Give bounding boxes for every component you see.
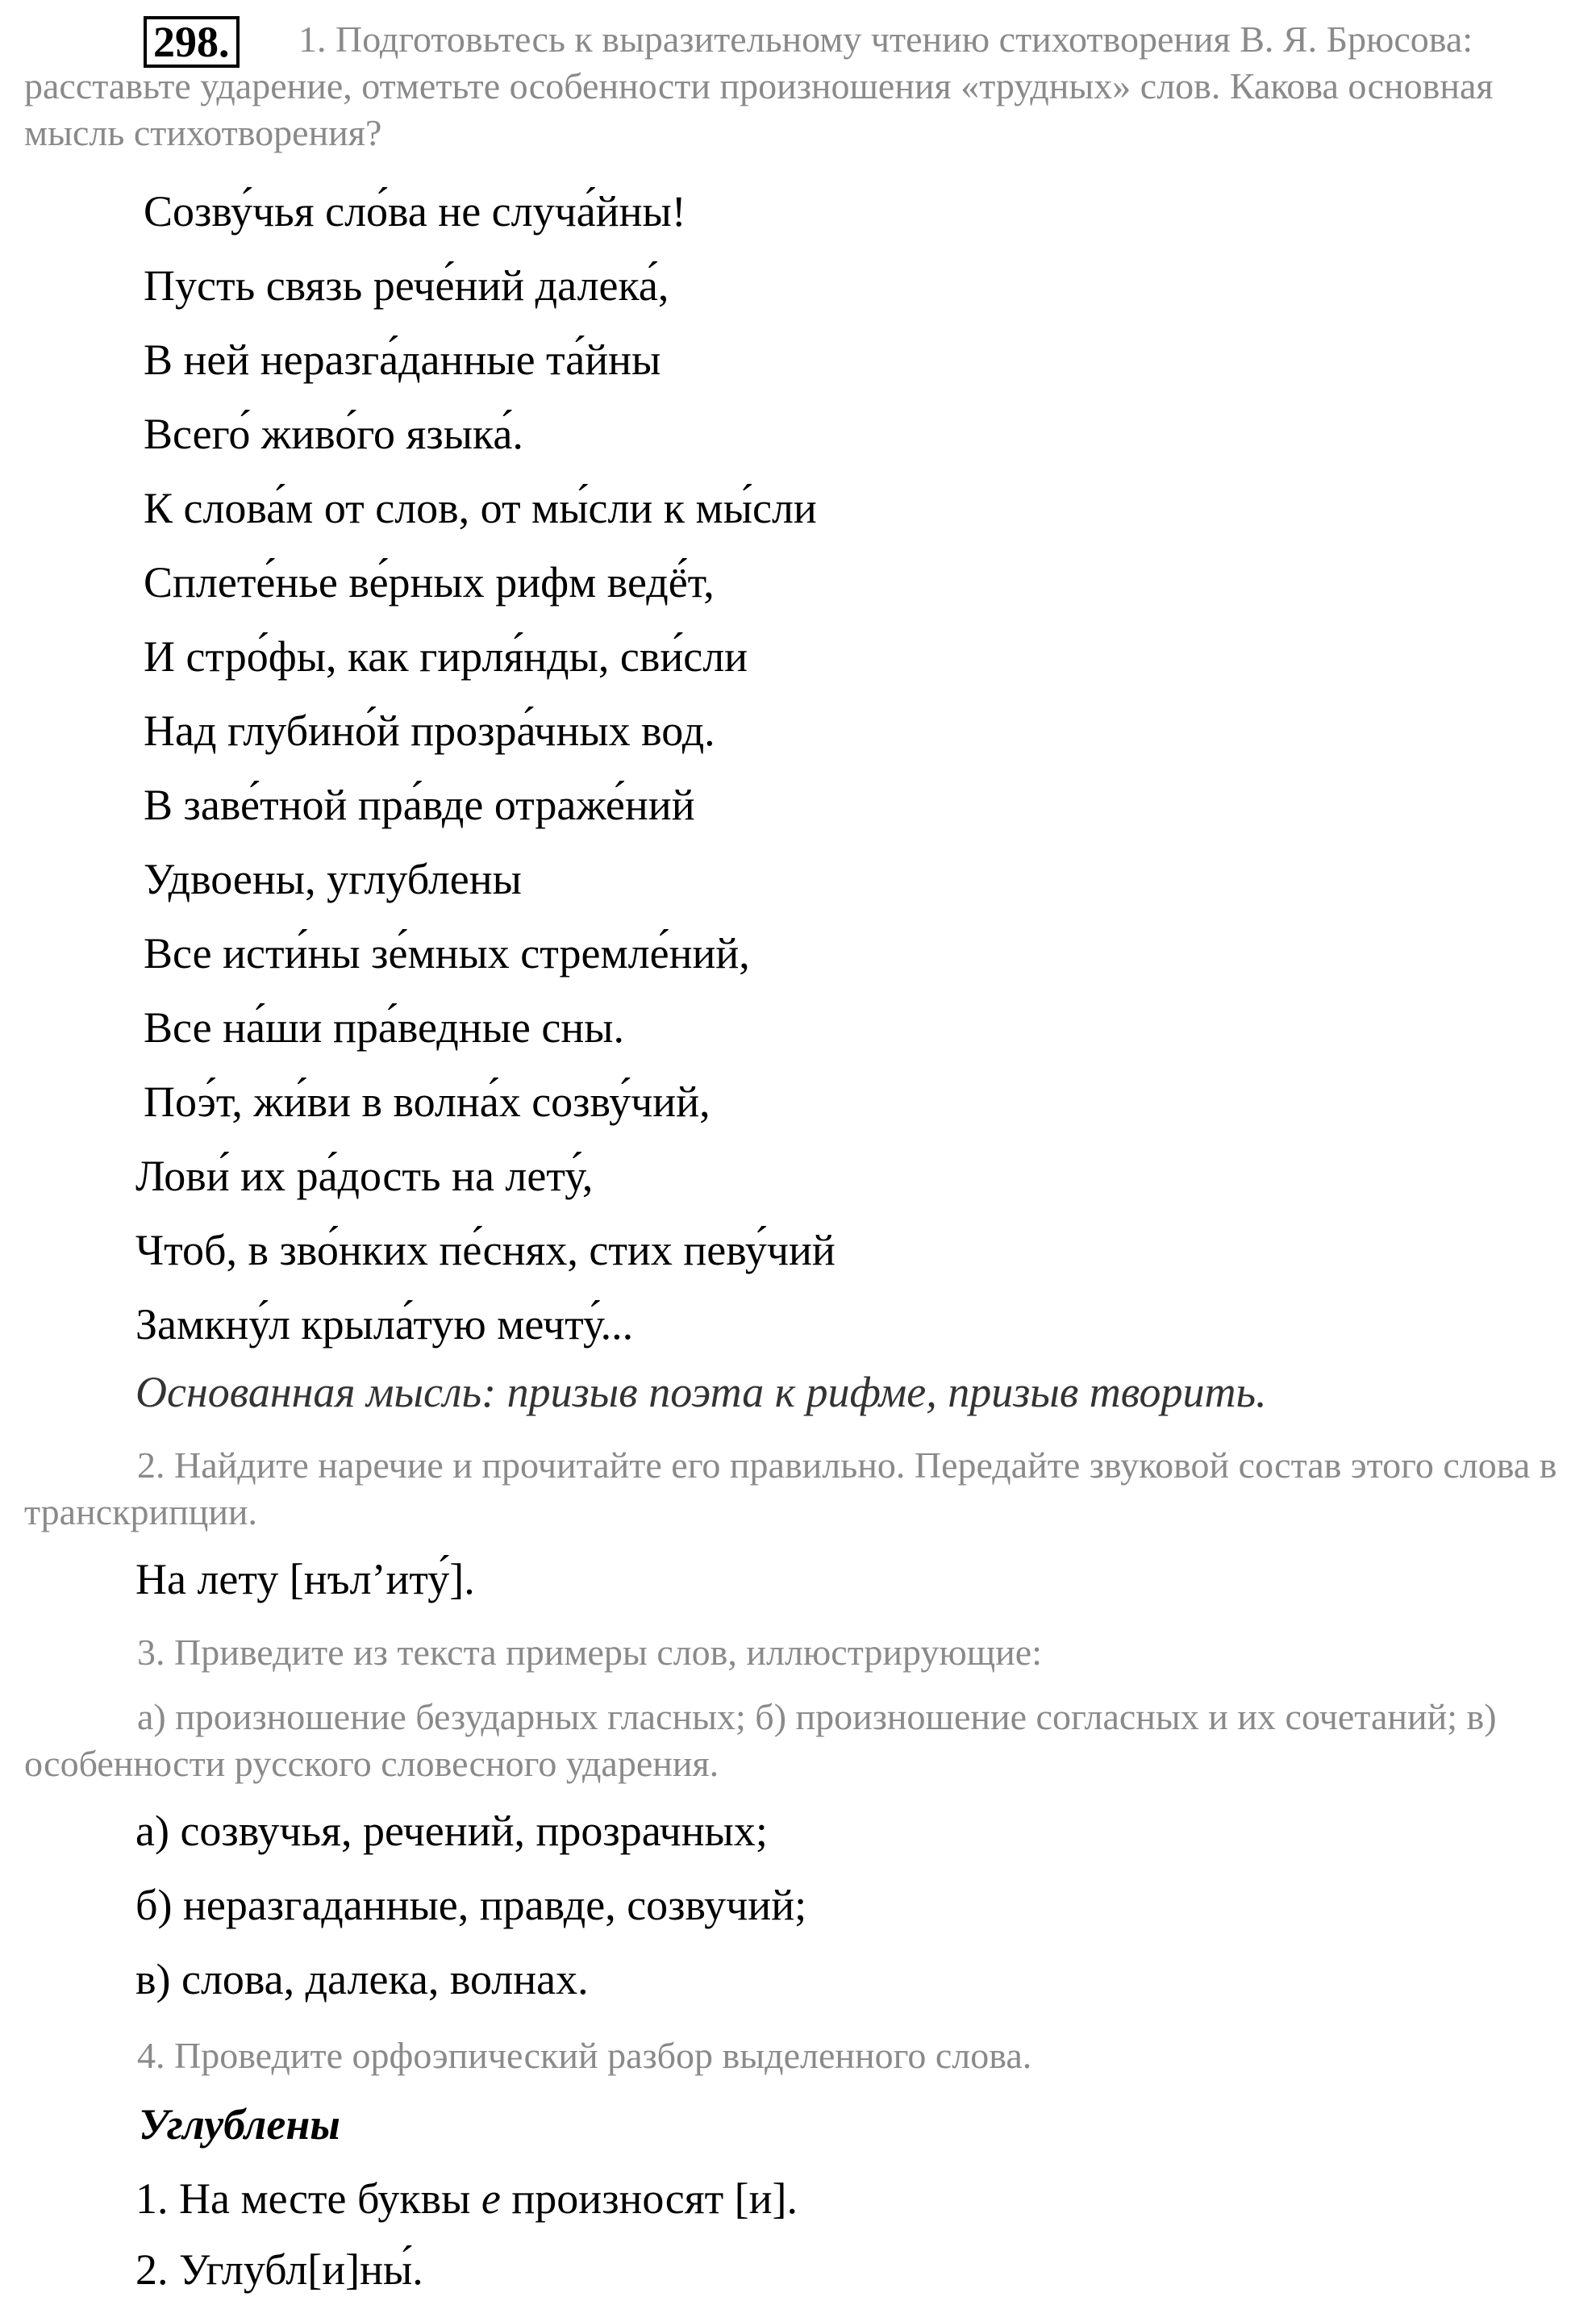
- poem-line: Всего́ живо́го языка́.: [144, 410, 523, 458]
- analysed-word: Углублены: [139, 2100, 340, 2149]
- analysis-item-2: 2. Углубл[и]ны́.: [135, 2245, 423, 2294]
- task-2: 2. Найдите наречие и прочитайте его правильно. Передайте звуковой состав этого слова в транскрипции.: [24, 1444, 1557, 1532]
- analysis-item-1-pre: 1. На месте буквы: [135, 2174, 481, 2223]
- answer-3c: в) слова, далека, волнах.: [135, 1955, 589, 2003]
- task-3-sub: а) произношение безударных гласных; б) произношение согласных и их сочетаний; в) особенности русского словесного ударения.: [24, 1696, 1497, 1784]
- task-1-text: 1. Подготовьтесь к выразительному чтению стихотворения В. Я. Брюсова: расставьте ударение, отметьте особенности произношения «трудных» слов. Какова основная мысль стихотворения?: [24, 19, 1494, 153]
- main-idea: Основанная мысль: призыв поэта к рифме, призыв творить.: [135, 1368, 1267, 1416]
- poem-line: В ней неразга́данные та́йны: [144, 336, 661, 384]
- poem-line: В заве́тной пра́вде отраже́ний: [144, 781, 695, 829]
- poem-line: Поэ́т, жи́ви в волна́х созву́чий,: [144, 1078, 710, 1126]
- poem-line: Созву́чья сло́ва не случа́йны!: [144, 187, 686, 236]
- poem-line: Сплете́нье ве́рных рифм ведё́т,: [144, 558, 715, 607]
- answer-3b: б) неразгаданные, правде, созвучий;: [135, 1881, 807, 1929]
- answer-3a: а) созвучья, речений, прозрачных;: [135, 1807, 768, 1855]
- task-3: 3. Приведите из текста примеры слов, иллюстрирующие:: [137, 1632, 1042, 1673]
- analysis-item-1-letter: е: [481, 2174, 501, 2223]
- poem-line: Замкну́л крыла́тую мечту́...: [135, 1300, 634, 1349]
- poem-line: Чтоб, в зво́нких пе́снях, стих певу́чий: [135, 1226, 836, 1274]
- analysis-item-1-post: произносят [и].: [500, 2174, 798, 2223]
- poem-line: Все на́ши пра́ведные сны.: [144, 1003, 625, 1052]
- exercise-number: 298.: [144, 16, 240, 68]
- poem-line: К слова́м от слов, от мы́сли к мы́сли: [144, 484, 817, 532]
- poem-line: Над глубино́й прозра́чных вод.: [144, 707, 715, 755]
- poem-line: Удвоены, углублены: [144, 855, 522, 903]
- poem-line: Пусть связь рече́ний далека́,: [144, 261, 669, 310]
- answer-2: На лету [нъл’иту́].: [135, 1555, 475, 1603]
- task-4: 4. Проведите орфоэпический разбор выделенного слова.: [137, 2035, 1032, 2076]
- poem-line: Лови́ их ра́дость на лету́,: [135, 1152, 594, 1200]
- poem-line: И стро́фы, как гирля́нды, сви́сли: [144, 632, 748, 681]
- task-1: [24, 16, 1573, 156]
- analysis-item-1: [135, 2174, 798, 2223]
- poem-line: Все исти́ны зе́мных стремле́ний,: [144, 929, 750, 978]
